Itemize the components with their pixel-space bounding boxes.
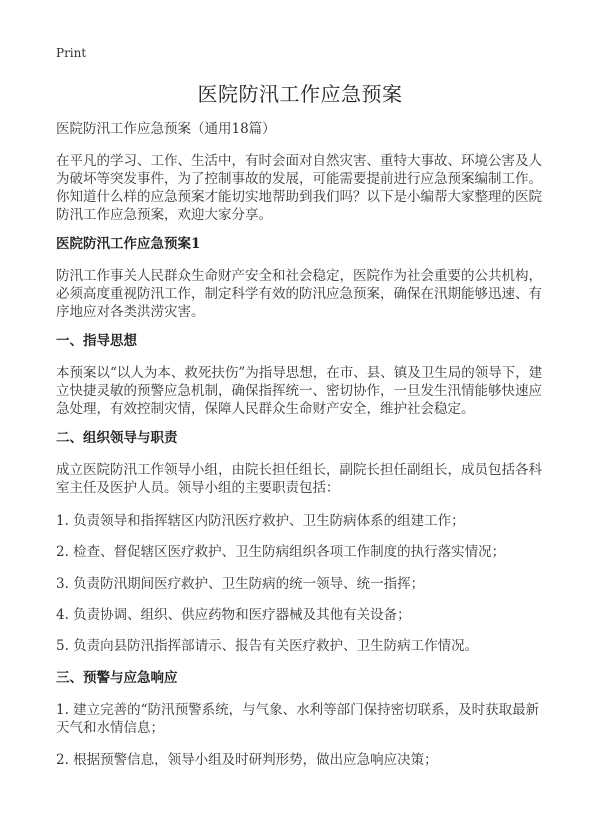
warning-item: 2. 根据预警信息，领导小组及时研判形势，做出应急响应决策；	[56, 752, 438, 768]
page-title: 医院防汛工作应急预案	[197, 82, 403, 106]
section-title: 医院防汛工作应急预案1	[56, 236, 201, 252]
duty-item: 3. 负责防汛期间医疗救护、卫生防病的统一领导、统一指挥；	[56, 576, 425, 592]
paragraph-2: 本预案以“以人为本、救死扶伤”为指导思想，在市、县、镇及卫生局的领导下，建立快捷灵敏的预警应急机制，确保指挥统一、密切协作，一旦发生汛情能够快速应急处理，有效控制灾情，保障人民群众生命财产安全，维护社会稳定。	[56, 365, 543, 417]
heading-warning-response: 三、预警与应急响应	[56, 670, 178, 686]
heading-organization: 二、组织领导与职责	[56, 430, 178, 446]
document-subtitle: 医院防汛工作应急预案（通用18篇）	[56, 121, 276, 137]
duty-item: 5. 负责向县防汛指挥部请示、报告有关医疗救护、卫生防病工作情况。	[56, 638, 479, 654]
paragraph-3: 成立医院防汛工作领导小组，由院长担任组长，副院长担任副组长，成员包括各科室主任及医护人员。领导小组的主要职责包括：	[56, 462, 542, 496]
heading-guiding-principle: 一、指导思想	[56, 333, 137, 349]
paragraph-1: 防汛工作事关人民群众生命财产安全和社会稳定，医院作为社会重要的公共机构，必须高度重视防汛工作，制定科学有效的防汛应急预案，确保在汛期能够迅速、有序地应对各类洪涝灾害。	[56, 268, 542, 320]
print-link[interactable]: Print	[56, 46, 87, 60]
duty-item: 4. 负责协调、组织、供应药物和医疗器械及其他有关设备；	[56, 607, 411, 623]
warning-item: 1. 建立完善的“防汛预警系统，与气象、水利等部门保持密切联系，及时获取最新天气和水情信息；	[56, 702, 540, 736]
duty-item: 1. 负责领导和指挥辖区内防汛医疗救护、卫生防病体系的组建工作；	[56, 513, 465, 529]
intro-paragraph: 在平凡的学习、工作、生活中，有时会面对自然灾害、重特大事故、环境公害及人为破坏等突发事件，为了控制事故的发展，可能需要提前进行应急预案编制工作。你知道什么样的应急预案才能切实地帮助到我们吗？以下是小编帮大家整理的医院防汛工作应急预案，欢迎大家分享。	[56, 153, 542, 223]
duty-item: 2. 检查、督促辖区医疗救护、卫生防病组织各项工作制度的执行落实情况；	[56, 544, 506, 560]
